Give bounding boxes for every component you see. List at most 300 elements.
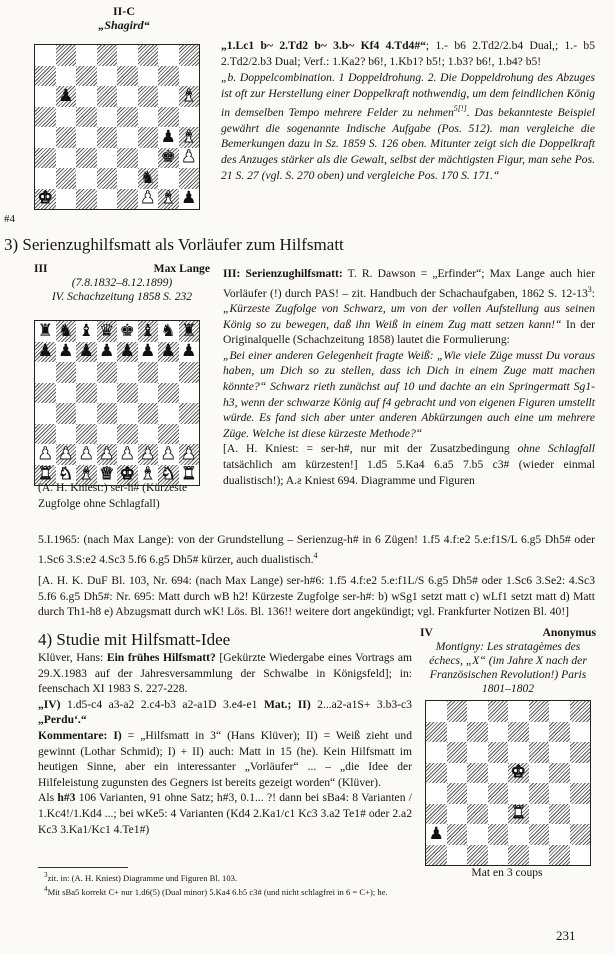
square-d1 xyxy=(97,189,118,210)
square-d6 xyxy=(488,742,509,763)
square-h1 xyxy=(570,845,591,866)
square-a3 xyxy=(35,148,56,169)
square-g3 xyxy=(158,424,179,445)
white-bishop-icon: ♝ xyxy=(181,127,197,147)
serienzug-colon: : xyxy=(591,286,595,300)
square-h7 xyxy=(179,342,200,363)
square-f8 xyxy=(138,45,159,66)
square-b2 xyxy=(56,444,77,465)
square-a7 xyxy=(35,66,56,87)
square-c3 xyxy=(467,804,488,825)
square-d3 xyxy=(97,148,118,169)
square-a4 xyxy=(35,403,56,424)
chess-diagram-4 xyxy=(425,700,591,866)
square-c1 xyxy=(76,465,97,486)
chess-diagram-3 xyxy=(34,320,200,486)
white-pawn-icon: ♟ xyxy=(140,444,156,464)
square-f7 xyxy=(529,722,550,743)
footnote-4-text: Mit sBa5 korrekt C+ nur 1.d6(5) (Dual minor) 5.Ka4 6.b5 c3# (und nicht schlagfrei in 6 = C+); he. xyxy=(47,886,388,897)
square-a2 xyxy=(426,824,447,845)
diagram-3-number: III xyxy=(34,262,48,275)
square-f5 xyxy=(529,763,550,784)
square-h4 xyxy=(179,403,200,424)
kniest-text-2: tatsächlich am kürzesten!] 1.d5 5.Ka4 6.a5 7.b5 c3# (wieder einmal dualistisch!); A. xyxy=(223,457,595,487)
square-d5 xyxy=(97,383,118,404)
square-a4 xyxy=(426,783,447,804)
square-a2 xyxy=(35,168,56,189)
black-pawn-icon: ♟ xyxy=(58,86,74,106)
footnote-ref-3: 3 xyxy=(587,284,592,294)
square-e1 xyxy=(117,189,138,210)
kniest-text: [A. H. Kniest: = ser-h#, nur mit der Zusatzbedingung xyxy=(223,442,518,456)
square-d1 xyxy=(488,845,509,866)
square-e4 xyxy=(508,783,529,804)
square-b7 xyxy=(56,66,77,87)
diagram-4-number: IV xyxy=(420,626,433,639)
footnote-ref-4: 4 xyxy=(313,550,318,560)
section-4-body xyxy=(38,650,412,837)
square-d4 xyxy=(97,127,118,148)
square-a8 xyxy=(426,701,447,722)
square-e7 xyxy=(508,722,529,743)
black-knight-icon: ♞ xyxy=(58,321,74,341)
square-b5 xyxy=(56,383,77,404)
kniest-italic: ohne Schlagfall xyxy=(517,442,595,456)
sol4-label: „IV) xyxy=(38,697,61,711)
diagram-2c-number: II-C xyxy=(112,4,135,18)
diagram-4-author: Anonymus xyxy=(542,626,596,639)
white-pawn-icon: ♟ xyxy=(119,444,135,464)
square-a6 xyxy=(35,362,56,383)
square-b8 xyxy=(56,45,77,66)
footnote-4 xyxy=(44,884,584,898)
square-b4 xyxy=(56,127,77,148)
black-knight-icon: ♞ xyxy=(160,321,176,341)
serienzug-label: III: Serienzughilfsmatt: xyxy=(223,267,343,280)
square-c8 xyxy=(76,321,97,342)
square-d3 xyxy=(488,804,509,825)
square-h7 xyxy=(179,66,200,87)
square-e4 xyxy=(117,127,138,148)
square-b5 xyxy=(447,763,468,784)
square-d7 xyxy=(97,342,118,363)
square-h8 xyxy=(570,701,591,722)
black-pawn-icon: ♟ xyxy=(160,127,176,147)
square-e4 xyxy=(117,403,138,424)
square-b4 xyxy=(447,783,468,804)
square-g2 xyxy=(549,824,570,845)
quote-comment-b: . Das bekannteste Beispiel gewährt die sogenannte Indische Aufgabe (Pos. 512). man vergleiche die Bemerkungen dazu in Sz. 1859 S. 126 oben. Mitunter zeigt sich die Doppelkraft des Anzuges stärker als die Gewalt, selbst der mächtigsten Figur, man sehe Pos. 21 S. 27 (vgl. S. 270 oben) und vergleiche Pos. 170 S. 171.“ xyxy=(221,106,595,182)
square-d2 xyxy=(97,444,118,465)
black-pawn-icon: ♟ xyxy=(181,188,197,209)
square-f1 xyxy=(138,189,159,210)
square-c3 xyxy=(76,424,97,445)
square-g7 xyxy=(158,342,179,363)
square-h3 xyxy=(179,424,200,445)
square-f7 xyxy=(138,66,159,87)
black-king-icon: ♚ xyxy=(119,321,135,341)
square-a3 xyxy=(426,804,447,825)
square-b7 xyxy=(447,722,468,743)
square-a5 xyxy=(35,107,56,128)
footnote-divider xyxy=(38,867,128,868)
square-h2 xyxy=(179,168,200,189)
square-c5 xyxy=(76,383,97,404)
black-rook-icon: ♜ xyxy=(37,321,53,341)
square-g6 xyxy=(549,742,570,763)
square-f8 xyxy=(529,701,550,722)
square-c4 xyxy=(76,127,97,148)
square-g4 xyxy=(549,783,570,804)
square-h1 xyxy=(179,189,200,210)
square-d2 xyxy=(97,168,118,189)
square-f7 xyxy=(138,342,159,363)
square-b8 xyxy=(447,701,468,722)
square-c4 xyxy=(76,403,97,424)
square-g8 xyxy=(158,321,179,342)
square-c7 xyxy=(467,722,488,743)
square-b3 xyxy=(447,804,468,825)
white-bishop-icon: ♝ xyxy=(181,86,197,106)
white-king-icon: ♚ xyxy=(37,188,53,209)
square-c8 xyxy=(76,45,97,66)
square-e1 xyxy=(508,845,529,866)
als-h3: h#3 xyxy=(57,791,76,805)
square-b2 xyxy=(447,824,468,845)
square-b1 xyxy=(447,845,468,866)
square-f5 xyxy=(138,107,159,128)
serienzug-text: T. R. Dawson = „Erfinder“; Max Lange auch hier Vorläufer (!) durch PAS! – zit. Handbuch der Schachaufgaben, 1862 S. 12-13 xyxy=(223,267,595,300)
als-text-2: 106 Varianten, 91 ohne Satz; h#3, 0.1... ?! dann bei sBa4: 8 Varianten / 1.Kc4!/1.Kd4 ...; bei wKe5: 4 Varianten (Kd4 2.Ka1/c1 Kc3 3.a2 Te1# oder 2.a2 Kc3 3.Ka1/Kc1 4.Te1#) xyxy=(38,791,412,836)
square-d3 xyxy=(97,424,118,445)
diagram-4-source: Montigny: Les stratagèmes des échecs, „X“ (im Jahre X nach der Französischen Revolution!) Paris 1801–1802 xyxy=(429,640,587,695)
square-e2 xyxy=(117,168,138,189)
square-g1 xyxy=(158,189,179,210)
square-d2 xyxy=(488,824,509,845)
square-d5 xyxy=(97,107,118,128)
square-f3 xyxy=(138,424,159,445)
diagram-3-header xyxy=(34,262,210,304)
black-bishop-icon: ♝ xyxy=(140,321,156,341)
square-g1 xyxy=(158,465,179,486)
square-c3 xyxy=(76,148,97,169)
footnote-3 xyxy=(44,870,584,884)
square-e7 xyxy=(117,342,138,363)
diagram-3-author: Max Lange xyxy=(153,262,210,275)
square-h5 xyxy=(179,383,200,404)
square-a1 xyxy=(426,845,447,866)
white-king-icon: ♚ xyxy=(119,464,135,485)
chess-diagram-2c xyxy=(34,44,200,210)
square-f4 xyxy=(529,783,550,804)
sol4-moves: 1.d5-c4 a3-a2 2.c4-b3 a2-a1D 3.e4-e1 xyxy=(60,697,264,711)
square-b4 xyxy=(56,403,77,424)
square-h2 xyxy=(570,824,591,845)
diagram-2c-caption: #4 xyxy=(4,213,15,225)
white-pawn-icon: ♟ xyxy=(160,444,176,464)
square-c2 xyxy=(467,824,488,845)
als-text: Als xyxy=(38,791,58,805)
quote-footnote-mark: 5[!] xyxy=(453,104,467,114)
square-e7 xyxy=(117,66,138,87)
black-queen-icon: ♛ xyxy=(99,321,115,341)
black-pawn-icon: ♟ xyxy=(140,341,156,362)
full-paragraph-1: 5.I.1965: (nach Max Lange): von der Grundstellung – Serienzug-h# in 6 Zügen! 1.f5 4.f:e2 5.e:f1S/L 6.g5 Dh5# oder 1.Sc6 3.S:e2 4.Sc3 5.f6 6.g5 Dh5# kürzer, auch dualistisch. xyxy=(38,533,595,566)
square-b6 xyxy=(56,86,77,107)
square-b8 xyxy=(56,321,77,342)
square-b7 xyxy=(56,342,77,363)
square-g5 xyxy=(158,107,179,128)
square-e3 xyxy=(117,148,138,169)
square-h1 xyxy=(179,465,200,486)
square-e6 xyxy=(508,742,529,763)
square-d6 xyxy=(97,362,118,383)
square-f3 xyxy=(529,804,550,825)
square-g4 xyxy=(158,403,179,424)
square-b3 xyxy=(56,424,77,445)
kommentare-label: Kommentare: I) xyxy=(38,728,122,742)
square-h5 xyxy=(179,107,200,128)
square-a1 xyxy=(35,465,56,486)
square-g1 xyxy=(549,845,570,866)
square-h4 xyxy=(570,783,591,804)
black-pawn-icon: ♟ xyxy=(99,341,115,362)
square-d8 xyxy=(488,701,509,722)
square-a6 xyxy=(426,742,447,763)
square-e8 xyxy=(508,701,529,722)
black-pawn-icon: ♟ xyxy=(160,341,176,362)
square-f3 xyxy=(138,148,159,169)
square-f5 xyxy=(138,383,159,404)
square-h6 xyxy=(179,86,200,107)
square-g5 xyxy=(158,383,179,404)
square-c1 xyxy=(76,189,97,210)
klueber-source: [Gekürzte Wiedergabe eines Vortrags am 29.X.1983 auf der Jahresversammlung der Schwalbe in Königsfeld]; in: feenschach XI 1983 S. 227-228. xyxy=(38,651,412,696)
square-a7 xyxy=(35,342,56,363)
square-c7 xyxy=(76,66,97,87)
square-g6 xyxy=(158,86,179,107)
sol4-perdu: „Perdu‘.“ xyxy=(38,713,87,727)
section-3-full xyxy=(38,532,595,620)
full-paragraph-2: [A. H. K. DuF Bl. 103, Nr. 694: (nach Max Lange) ser-h#6: 1.f5 4.f:e2 5.e:f1L/S 6.g5 Dh5# oder 1.Sc6 3.Se2: 4.Sc3 5.f6 6.g5 Dh5#: Nr. 695: Matt durch wB h2! Kürzeste Zugfolge ser-h#: b) wSg1 setzt matt c) wLf1 setzt matt d) Matt durch Th1-h8 e) Abzugsmatt durch wK! Lös. Bl. 136!! weitere dort angekündigt; vgl. Frankfurter Notizen Bl. 40!] xyxy=(38,574,595,619)
white-knight-icon: ♞ xyxy=(160,464,176,485)
square-a8 xyxy=(35,45,56,66)
square-c8 xyxy=(467,701,488,722)
white-rook-icon: ♜ xyxy=(181,464,197,485)
square-g8 xyxy=(158,45,179,66)
square-c5 xyxy=(467,763,488,784)
square-e5 xyxy=(117,107,138,128)
square-e8 xyxy=(117,321,138,342)
square-e8 xyxy=(117,45,138,66)
footnote-3-mark: 3 xyxy=(44,871,48,879)
square-a6 xyxy=(35,86,56,107)
square-d4 xyxy=(488,783,509,804)
square-g8 xyxy=(549,701,570,722)
sol4-mat: Mat.; II) xyxy=(263,697,311,711)
white-king-icon: ♚ xyxy=(510,762,526,783)
black-pawn-icon: ♟ xyxy=(428,824,444,844)
square-f2 xyxy=(138,444,159,465)
square-f6 xyxy=(138,362,159,383)
square-h8 xyxy=(179,321,200,342)
square-b1 xyxy=(56,189,77,210)
square-c6 xyxy=(76,362,97,383)
diagram-2c-name: „Shagird“ xyxy=(98,18,150,32)
serienzug-quote: „Kürzeste Zugfolge von Schwarz, um von der vollen Aufstellung aus seinen König so zu bewegen, daß ihn Weiß in einem Zug matt setzen kann!“ xyxy=(223,302,595,331)
black-rook-icon: ♜ xyxy=(181,321,197,341)
square-e6 xyxy=(117,362,138,383)
section-4-heading: 4) Studie mit Hilfsmatt-Idee xyxy=(38,630,231,649)
diagram-4-caption: Mat en 3 coups xyxy=(471,866,543,879)
white-pawn-icon: ♟ xyxy=(78,444,94,464)
sol4-moves-2: 2...a2-a1S+ 3.b3-c3 xyxy=(310,697,412,711)
section-3-heading: 3) Serienzughilfsmatt als Vorläufer zum Hilfsmatt xyxy=(4,235,344,254)
square-h6 xyxy=(570,742,591,763)
black-pawn-icon: ♟ xyxy=(37,341,53,362)
square-b3 xyxy=(56,148,77,169)
square-e1 xyxy=(117,465,138,486)
square-f2 xyxy=(529,824,550,845)
square-d6 xyxy=(97,86,118,107)
square-a3 xyxy=(35,424,56,445)
square-a5 xyxy=(35,383,56,404)
square-h4 xyxy=(179,127,200,148)
square-f6 xyxy=(138,86,159,107)
square-g2 xyxy=(158,444,179,465)
quote-comment-a: „b. Doppelcombination. 1 Doppeldrohung. 2. Die Doppeldrohung des Abzuges ist oft zur Herstellung einer Doppelkraft nothwendig, um dem feindlichen König in demselben Tempo mehrere Felder zu nehmen xyxy=(221,71,595,120)
kniest-text-3: Kniest 694. Diagramme und Figuren xyxy=(301,473,475,487)
square-h8 xyxy=(179,45,200,66)
square-e3 xyxy=(508,804,529,825)
square-d7 xyxy=(488,722,509,743)
kommentare-text: = „Hilfsmatt in 3“ (Hans Klüver); II) = Weiß zieht und gewinnt (Lothar Schmid); I) + II) auch: Matt in 15 (he). Kein Hilfsmatt im heutigen Sinne, aber ein interessanter „Vorläufer“ ... – „die Idee der Hilfeleistung zugunsten des Gegners ist bereits gezeigt worden“ (Klüver). xyxy=(38,728,412,789)
square-b6 xyxy=(447,742,468,763)
square-f2 xyxy=(138,168,159,189)
square-b2 xyxy=(56,168,77,189)
section-3-body xyxy=(223,266,595,488)
square-g7 xyxy=(158,66,179,87)
klueber-author: Klüver, Hans: xyxy=(38,651,107,664)
lange-quote: „Bei einer anderen Gelegenheit fragte Weiß: „Wie viele Züge musst Du voraus haben, um Dich so zu stellen, dass ich Dich in einem Zuge matt machen könnte?“ Schwarz rieth zunächst auf 10 und dachte an ein Springermatt Sg1-h3, wenn der schwarze König auf f4 gebracht und von eigenen Figuren umstellt würde. Es fand sich aber unter anderen Abkürzungen auch eine um mehrere Züge. Welche ist diese kürzeste Methode?“ xyxy=(223,348,595,440)
square-d8 xyxy=(97,321,118,342)
white-pawn-icon: ♟ xyxy=(140,188,156,209)
solution-2c-moves: „1.Lc1 b~ 2.Td2 b~ 3.b~ Kf4 4.Td4#“ xyxy=(221,39,426,52)
square-g5 xyxy=(549,763,570,784)
white-bishop-icon: ♝ xyxy=(78,464,94,485)
square-b6 xyxy=(56,362,77,383)
solution-2c xyxy=(221,38,595,183)
diagram-3-dates: (7.8.1832–8.12.1899) xyxy=(71,276,173,289)
square-c5 xyxy=(76,107,97,128)
square-g4 xyxy=(158,127,179,148)
square-d5 xyxy=(488,763,509,784)
square-h7 xyxy=(570,722,591,743)
square-h2 xyxy=(179,444,200,465)
square-h6 xyxy=(179,362,200,383)
square-c2 xyxy=(76,444,97,465)
square-f8 xyxy=(138,321,159,342)
white-pawn-icon: ♟ xyxy=(181,444,197,464)
serienzug-text-2: In der Originalquelle (Schachzeitung 1858) lautet die Formulierung: xyxy=(223,317,596,347)
white-bishop-icon: ♝ xyxy=(160,188,176,209)
square-f1 xyxy=(529,845,550,866)
square-d8 xyxy=(97,45,118,66)
footnote-4-mark: 4 xyxy=(44,884,48,893)
solution-2c-variants: ; 1.- b6 2.Td2/2.b4 Dual,; 1.- b5 2.Td2/2.b3 Dual; Verf.: 1.Ka2? b6!, 1.Kb1? b5!; 1.b3? b6!, 1.b4? b5! xyxy=(221,39,595,68)
square-e5 xyxy=(508,763,529,784)
square-d7 xyxy=(97,66,118,87)
square-b5 xyxy=(56,107,77,128)
square-d1 xyxy=(97,465,118,486)
square-d4 xyxy=(97,403,118,424)
square-c6 xyxy=(76,86,97,107)
white-pawn-icon: ♟ xyxy=(37,444,53,464)
square-c4 xyxy=(467,783,488,804)
page-number: 231 xyxy=(556,928,576,943)
square-f6 xyxy=(529,742,550,763)
footnotes xyxy=(44,870,584,898)
white-rook-icon: ♜ xyxy=(510,803,526,824)
black-pawn-icon: ♟ xyxy=(119,341,135,362)
white-pawn-icon: ♟ xyxy=(181,147,197,168)
white-knight-icon: ♞ xyxy=(58,464,74,485)
square-e5 xyxy=(117,383,138,404)
square-e2 xyxy=(117,444,138,465)
black-bishop-icon: ♝ xyxy=(78,321,94,341)
white-pawn-icon: ♟ xyxy=(58,444,74,464)
square-f1 xyxy=(138,465,159,486)
black-knight-icon: ♞ xyxy=(140,168,156,188)
diagram-4-header xyxy=(420,626,596,696)
square-e3 xyxy=(117,424,138,445)
square-g3 xyxy=(158,148,179,169)
square-c7 xyxy=(76,342,97,363)
square-f4 xyxy=(138,403,159,424)
square-f4 xyxy=(138,127,159,148)
diagram-3-caption: (A. H. Kniest:) ser-h# (Kürzeste Zugfolge ohne Schlagfall) xyxy=(38,481,188,510)
klueber-title: Ein frühes Hilfsmatt? xyxy=(106,651,216,664)
square-g6 xyxy=(158,362,179,383)
square-g7 xyxy=(549,722,570,743)
square-a2 xyxy=(35,444,56,465)
white-bishop-icon: ♝ xyxy=(140,464,156,485)
black-king-icon: ♚ xyxy=(160,147,176,168)
footnote-3-text: zit. in: (A. H. Kniest) Diagramme und Figuren Bl. 103. xyxy=(47,872,238,883)
black-pawn-icon: ♟ xyxy=(58,341,74,362)
diagram-3-source: IV. Schachzeitung 1858 S. 232 xyxy=(51,290,193,303)
square-c1 xyxy=(467,845,488,866)
square-g2 xyxy=(158,168,179,189)
black-pawn-icon: ♟ xyxy=(181,341,197,362)
square-b1 xyxy=(56,465,77,486)
square-a7 xyxy=(426,722,447,743)
square-h3 xyxy=(179,148,200,169)
square-g3 xyxy=(549,804,570,825)
white-pawn-icon: ♟ xyxy=(99,444,115,464)
square-a4 xyxy=(35,127,56,148)
square-h5 xyxy=(570,763,591,784)
square-c2 xyxy=(76,168,97,189)
white-rook-icon: ♜ xyxy=(37,464,53,485)
square-a1 xyxy=(35,189,56,210)
white-queen-icon: ♛ xyxy=(99,464,115,485)
square-e6 xyxy=(117,86,138,107)
black-pawn-icon: ♟ xyxy=(78,341,94,362)
square-a5 xyxy=(426,763,447,784)
square-c6 xyxy=(467,742,488,763)
square-h3 xyxy=(570,804,591,825)
